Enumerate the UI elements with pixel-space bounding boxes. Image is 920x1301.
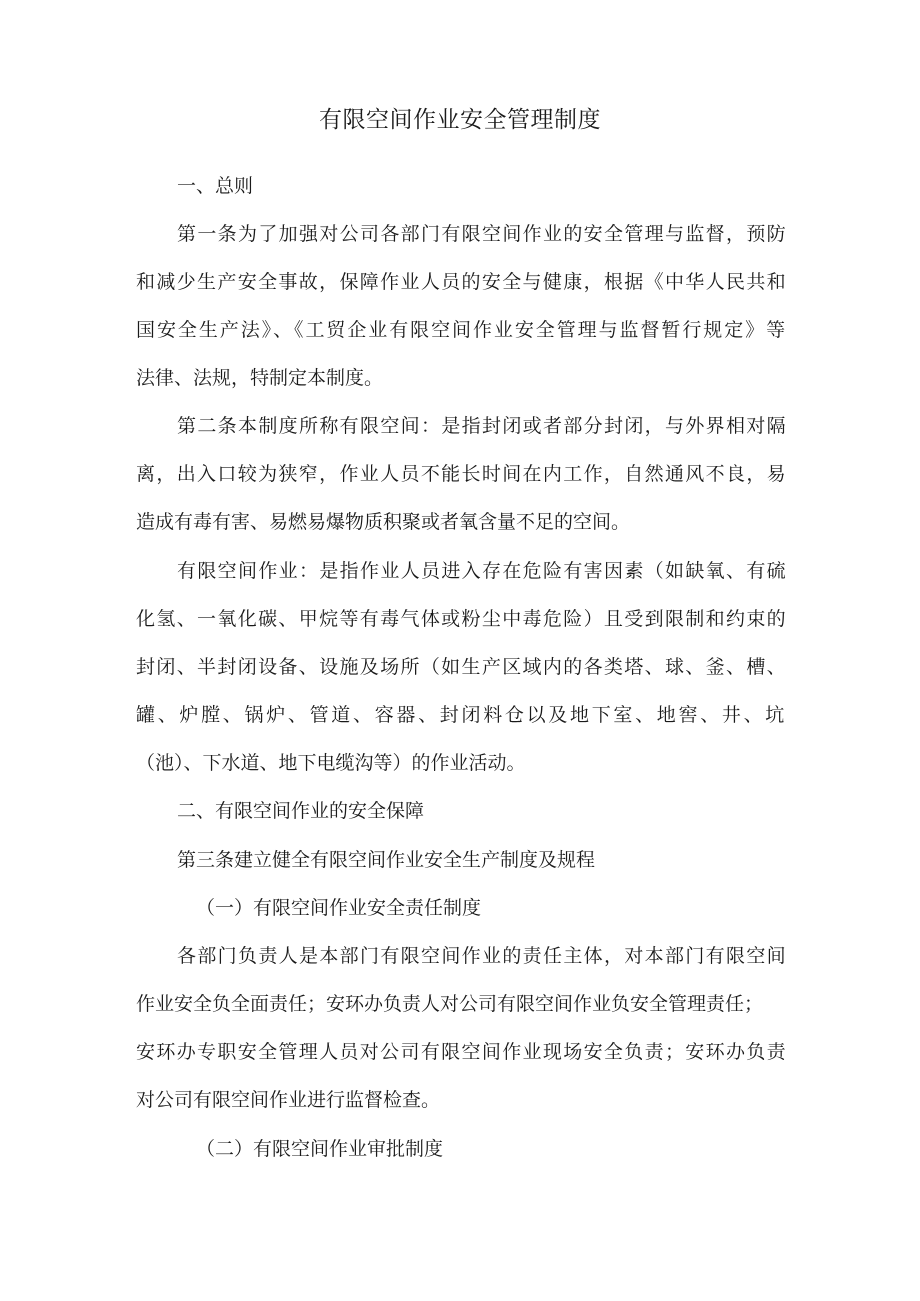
article-1-line-2: 和减少生产安全事故，保障作业人员的安全与健康，根据《中华人民共和 — [136, 271, 788, 293]
document-title: 有限空间作业安全管理制度 — [319, 107, 601, 133]
article-3-heading: 第三条建立健全有限空间作业安全生产制度及规程 — [177, 849, 596, 871]
definition-line-2: 化氢、一氧化碳、甲烷等有毒气体或粉尘中毒危险）且受到限制和约束的 — [136, 608, 788, 630]
section-heading-general: 一、总则 — [177, 175, 254, 197]
article-1-line-3: 国安全生产法》、《工贸企业有限空间作业安全管理与监督暂行规定》等 — [136, 319, 788, 341]
responsibility-line-3: 安环办专职安全管理人员对公司有限空间作业现场安全负责；安环办负责 — [136, 1041, 788, 1063]
section-heading-safety: 二、有限空间作业的安全保障 — [177, 800, 425, 822]
article-2-line-3: 造成有毒有害、易燃易爆物质积聚或者氧含量不足的空间。 — [136, 511, 631, 533]
responsibility-line-4: 对公司有限空间作业进行监督检查。 — [136, 1089, 441, 1111]
subsection-1-heading: （一）有限空间作业安全责任制度 — [196, 897, 482, 919]
article-1-line-1: 第一条为了加强对公司各部门有限空间作业的安全管理与监督，预防 — [177, 223, 788, 245]
definition-line-1: 有限空间作业：是指作业人员进入存在危险有害因素（如缺氧、有硫 — [177, 560, 788, 582]
definition-line-3: 封闭、半封闭设备、设施及场所（如生产区域内的各类塔、球、釜、槽、 — [136, 656, 788, 678]
responsibility-line-2: 作业安全负全面责任；安环办负责人对公司有限空间作业负安全管理责任； — [136, 993, 764, 1015]
article-2-line-2: 离，出入口较为狭窄，作业人员不能长时间在内工作，自然通风不良，易 — [136, 463, 788, 485]
article-2-line-1: 第二条本制度所称有限空间：是指封闭或者部分封闭，与外界相对隔 — [177, 415, 788, 437]
definition-line-4: 罐、炉膛、锅炉、管道、容器、封闭料仓以及地下室、地窖、井、坑 — [136, 704, 788, 726]
responsibility-line-1: 各部门负责人是本部门有限空间作业的责任主体，对本部门有限空间 — [177, 945, 788, 967]
subsection-2-heading: （二）有限空间作业审批制度 — [196, 1138, 444, 1160]
definition-line-5: （池）、下水道、地下电缆沟等）的作业活动。 — [136, 752, 526, 774]
article-1-line-4: 法律、法规，特制定本制度。 — [136, 367, 384, 389]
